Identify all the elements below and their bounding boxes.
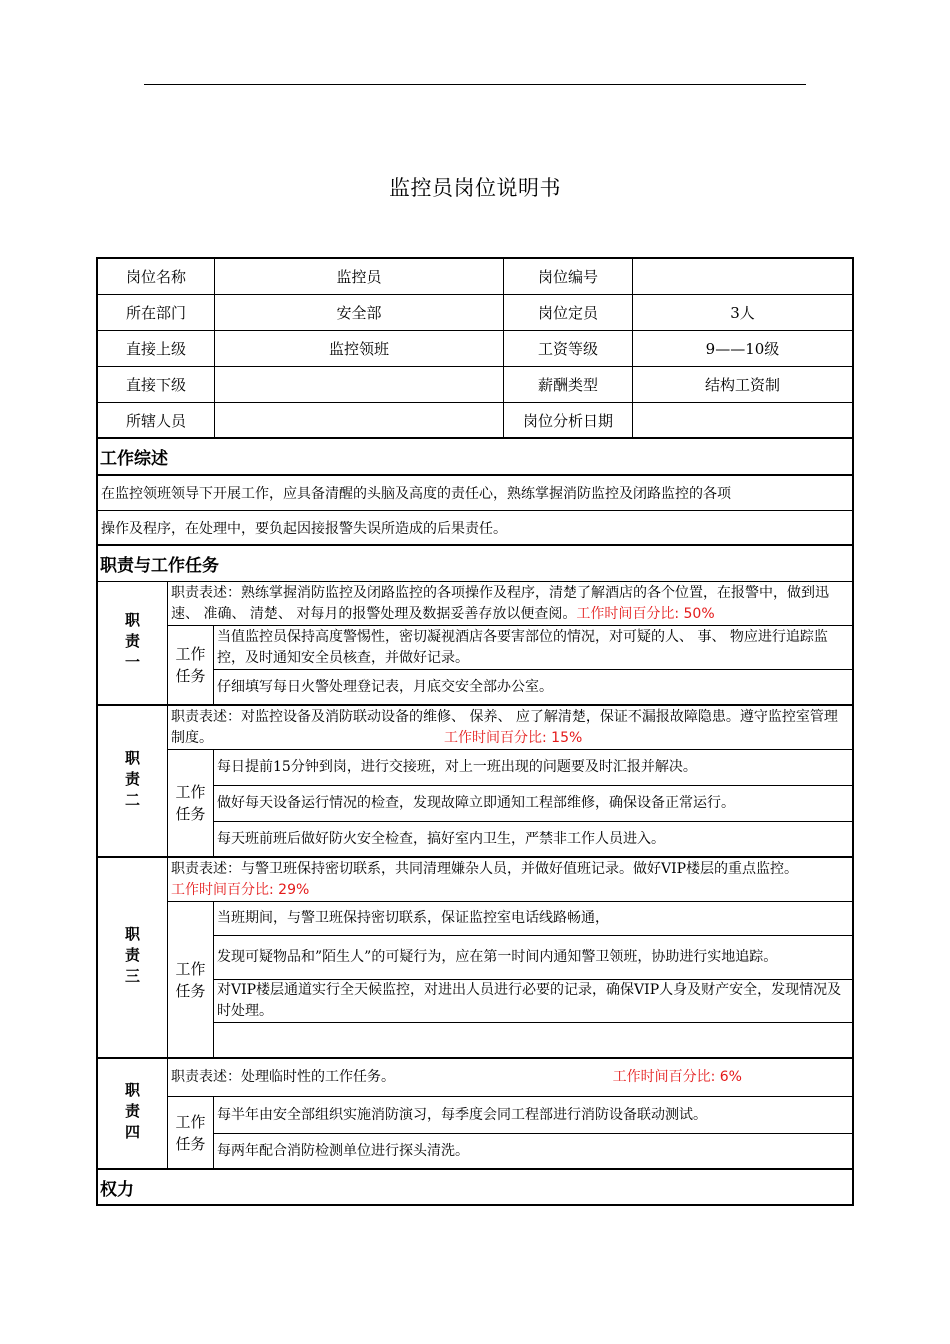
task-item: 当值监控员保持高度警惕性，密切凝视酒店各要害部位的情况，对可疑的人、 事、 物应进行追踪监控，及时通知安全员核查，并做好记录。 bbox=[214, 626, 852, 670]
duty-label: 职责一 bbox=[98, 582, 168, 704]
document-title: 监控员岗位说明书 bbox=[389, 176, 561, 200]
label-supervisor: 直接上级 bbox=[98, 331, 215, 366]
duty-label: 职责四 bbox=[98, 1059, 168, 1168]
label-analysis-date: 岗位分析日期 bbox=[504, 403, 633, 437]
time-percentage: 工作时间百分比: 50% bbox=[576, 606, 715, 622]
task-item: 每日提前15分钟到岗，进行交接班，对上一班出现的问题要及时汇报并解决。 bbox=[214, 750, 852, 786]
task-label: 工作任务 bbox=[168, 1097, 214, 1168]
summary-line: 操作及程序，在处理中，要负起因接报警失误所造成的后果责任。 bbox=[98, 511, 852, 546]
duty-block bbox=[98, 582, 852, 706]
value-supervisor: 监控领班 bbox=[215, 331, 504, 366]
task-item: 做好每天设备运行情况的检查，发现故障立即通知工程部维修，确保设备正常运行。 bbox=[214, 786, 852, 822]
duty-block bbox=[98, 1059, 852, 1170]
label-subordinate: 直接下级 bbox=[98, 367, 215, 402]
duty-label: 职责二 bbox=[98, 706, 168, 856]
value-position-code bbox=[633, 259, 852, 294]
label-pay-type: 薪酬类型 bbox=[504, 367, 633, 402]
info-row bbox=[98, 367, 852, 403]
time-percentage: 工作时间百分比: 29% bbox=[171, 882, 310, 898]
value-staff bbox=[215, 403, 504, 437]
label-position-code: 岗位编号 bbox=[504, 259, 633, 294]
label-headcount: 岗位定员 bbox=[504, 295, 633, 330]
info-row bbox=[98, 259, 852, 295]
value-subordinate bbox=[215, 367, 504, 402]
task-item: 每两年配合消防检测单位进行探头清洗。 bbox=[217, 1142, 469, 1159]
time-percentage: 工作时间百分比: 6% bbox=[612, 1069, 742, 1085]
summary-heading: 工作综述 bbox=[98, 439, 852, 476]
task-item: 发现可疑物品和”陌生人”的可疑行为，应在第一时间内通知警卫领班，协助进行实地追踪。 bbox=[214, 936, 852, 980]
info-row bbox=[98, 295, 852, 331]
label-salary-grade: 工资等级 bbox=[504, 331, 633, 366]
duty-block bbox=[98, 858, 852, 1059]
value-headcount: 3人 bbox=[730, 304, 755, 322]
power-heading: 权力 bbox=[100, 1179, 134, 1200]
value-position-name: 监控员 bbox=[215, 259, 504, 294]
info-row bbox=[98, 403, 852, 439]
duty-label: 职责三 bbox=[98, 858, 168, 1057]
task-item: 对VIP楼层通道实行全天候监控，对进出人员进行必要的记录，确保VIP人身及财产安全，发现情况及时处理。 bbox=[214, 980, 852, 1023]
duty-description: 职责表述：对监控设备及消防联动设备的维修、 保养、 应了解清楚，保证不漏报故障隐患。遵守监控室管理制度。 工作时间百分比: 15% bbox=[168, 706, 852, 750]
value-salary-grade: 9——10级 bbox=[705, 340, 780, 358]
job-description-table bbox=[96, 257, 854, 1206]
label-position-name: 岗位名称 bbox=[98, 259, 215, 294]
duty-description: 职责表述：与警卫班保持密切联系，共同清理嫌杂人员，并做好值班记录。做好VIP楼层的重点监控。 工作时间百分比: 29% bbox=[168, 858, 852, 902]
task-item: 每天班前班后做好防火安全检查，搞好室内卫生，严禁非工作人员进入。 bbox=[217, 830, 665, 847]
task-label: 工作任务 bbox=[168, 750, 214, 856]
value-analysis-date bbox=[633, 403, 852, 437]
summary-line: 在监控领班领导下开展工作，应具备清醒的头脑及高度的责任心，熟练掌握消防监控及闭路监控的各项 bbox=[98, 476, 852, 511]
duty-description: 职责表述：处理临时性的工作任务。 工作时间百分比: 6% bbox=[168, 1059, 852, 1097]
duty-description: 职责表述：熟练掌握消防监控及闭路监控的各项操作及程序，清楚了解酒店的各个位置，在报警中，做到迅速、 准确、 清楚、 对每月的报警处理及数据妥善存放以便查阅。工作时间百分比: 50% bbox=[168, 582, 852, 626]
info-row bbox=[98, 331, 852, 367]
value-department: 安全部 bbox=[215, 295, 504, 330]
header-rule bbox=[144, 84, 806, 85]
time-percentage: 工作时间百分比: 15% bbox=[444, 730, 583, 746]
duties-heading: 职责与工作任务 bbox=[98, 546, 852, 582]
duty-block bbox=[98, 706, 852, 858]
task-label: 工作任务 bbox=[168, 626, 214, 704]
task-item: 仔细填写每日火警处理登记表，月底交安全部办公室。 bbox=[217, 678, 553, 695]
task-label: 工作任务 bbox=[168, 902, 214, 1057]
task-item: 每半年由安全部组织实施消防演习，每季度会同工程部进行消防设备联动测试。 bbox=[214, 1097, 852, 1134]
value-pay-type: 结构工资制 bbox=[704, 376, 780, 394]
task-item: 当班期间，与警卫班保持密切联系，保证监控室电话线路畅通， bbox=[214, 902, 852, 936]
label-staff: 所辖人员 bbox=[98, 403, 215, 437]
task-item bbox=[214, 1023, 852, 1057]
label-department: 所在部门 bbox=[98, 295, 215, 330]
